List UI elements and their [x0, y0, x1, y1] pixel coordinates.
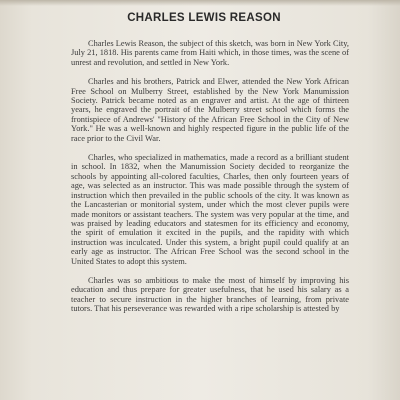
paragraph-3: Charles, who specialized in mathematics, made a record as a brilliant student in school. In 1832, when the Manumission Society decided to reorganize the schools by appointing all-colored faculties, Charles, then only fourteen years of age, was selected as an instructor. This was made possible through the system of instruction which then prevailed in the public schools of the city. It was known as the Lancasterian or monitorial system, under which the most clever pupils were made monitors or assistant teachers. The system was very popular at the time, and was praised by leading educators and statesmen for its efficiency and economy, the spirit of emulation it excited in the pupils, and the rapidity with which instruction was inculcated. Under this system, a bright pupil could qualify at an early age as instructor. The African Free School was the second school in the United States to adopt this system.	[71, 153, 349, 266]
document-body	[71, 39, 349, 314]
paragraph-2: Charles and his brothers, Patrick and Elwer, attended the New York African Free School on Mulberry Street, established by the New York Manumission Society. Patrick became noted as an engraver and artist. At the age of thirteen years, he engraved the portrait of the Mulberry street school which forms the frontispiece of Andrews' "History of the African Free School in the City of New York." He was a well-known and highly respected figure in the public life of the race prior to the Civil War.	[71, 77, 349, 143]
document-title: CHARLES LEWIS REASON	[127, 12, 281, 24]
paragraph-4: Charles was so ambitious to make the most of himself by improving his education and thus prepare for greater usefulness, that he used his salary as a teacher to secure instruction in the higher branches of learning, from private tutors. That his perseverance was rewarded with a ripe scholarship is attested by	[71, 275, 349, 314]
paragraph-1: Charles Lewis Reason, the subject of this sketch, was born in New York City, July 21, 1818. His parents came from Haiti which, in those times, was the scene of unrest and revolution, and settled in New York.	[71, 39, 349, 67]
